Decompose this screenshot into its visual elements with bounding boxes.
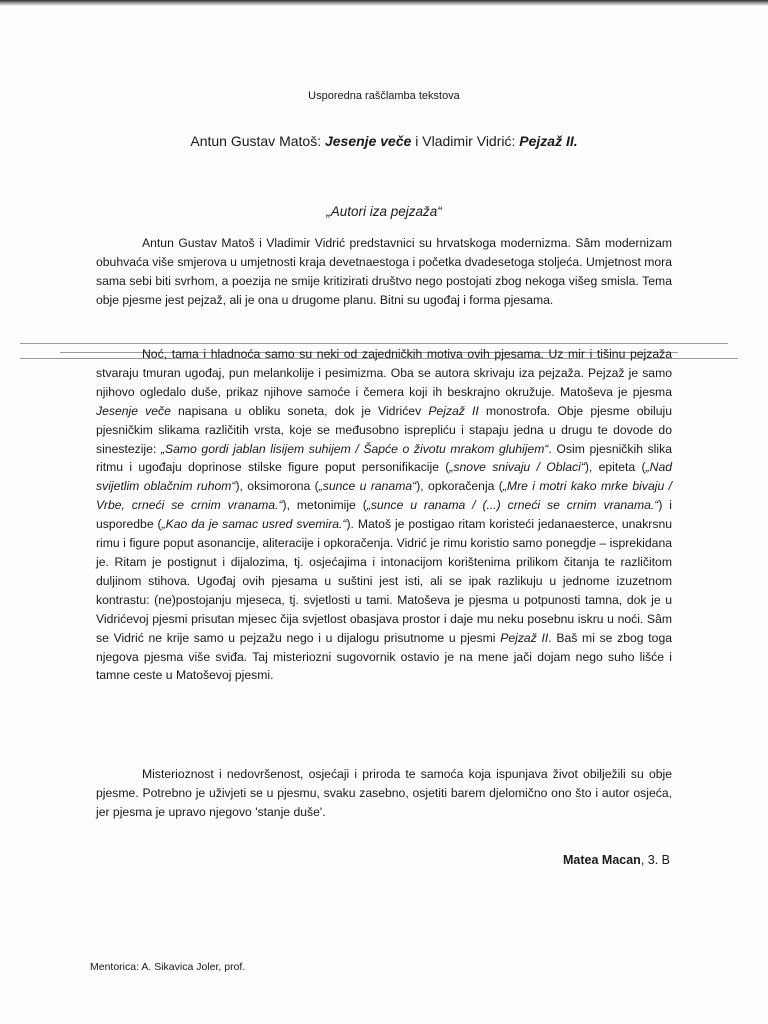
p2-text: ), epiteta ( bbox=[584, 460, 646, 475]
document-header: Usporedna raščlamba tekstova bbox=[308, 90, 460, 102]
title-work1: Jesenje veče bbox=[324, 133, 412, 149]
document-title bbox=[0, 133, 768, 149]
p2-quote: „sunce u ranama“ bbox=[318, 479, 417, 494]
p2-text: . Osim pjesničkih slika ritmu i ugođaju doprinose stilske figure poput personifikacije ( bbox=[96, 441, 672, 475]
p2-text: ), opkoračenja ( bbox=[416, 479, 503, 494]
p2-text: ). Matoš je postigao ritam koristeći jedanaesterce, unakrsnu rimu i figure poput asonancije, aliteracije i opkoračenja. Vidrić je rimu koristio samo ponegdje – isprekidana je. Ritam je postignut i dijalozima, tj. osjećajima i intonacijom korištenima prilikom čitanja te različitom duljinom stihova. Ugođaj ovih pjesama u suštini jest isti, ali se ipak razlikuju u jednome izuzetnom kontrastu: (ne)postojanju mjeseca, tj. svjetlosti u tami. Matoševa je pjesma u potpunosti tamna, dok je u Vidrićevoj pjesmi prisutan mjesec čija svjetlost obasjava prostor i daje mu neku posebnu iskru u noći. Sâm se Vidrić ne krije samo u pejzažu nego i u dijalogu prisutnome u pjesmi bbox=[96, 517, 672, 645]
p2-text: monostrofa. Obje pjesme obiluju pjesničkim slikama različitih vrsta, koje se međusobno isprepliću i stapaju jedna u drugu te dovode do sinestezije: bbox=[96, 403, 672, 456]
paragraph-2-block bbox=[96, 345, 672, 685]
p2-text: ) i usporedbe ( bbox=[96, 498, 673, 532]
p2-text: ), oksimorona ( bbox=[235, 479, 319, 494]
author-signature bbox=[563, 853, 670, 867]
paragraph-3: Misterioznost i nedovršenost, osjećaji i priroda te samoća koja ispunjava život obilježili su obje pjesme. Potrebno je uživjeti se u pjesmu, svaku zasebno, osjetiti barem djelomično ono što i autor osjeća, jer pjesma je upravo njegovo 'stanje duše'. bbox=[96, 767, 672, 819]
p2-italic: Pejzaž II bbox=[500, 630, 549, 645]
signature-name: Matea Macan bbox=[563, 853, 641, 867]
title-work2: Pejzaž II. bbox=[519, 133, 578, 149]
p2-text: . Baš mi se zbog toga njegova pjesma više sviđa. Taj misteriozni sugovornik ostavio je na mene jači dojam nego suho lišće i tamne ceste u Matoševoj pjesmi. bbox=[96, 630, 672, 683]
title-author1: Antun Gustav Matoš: bbox=[190, 133, 325, 149]
p2-text: ), metonimije ( bbox=[282, 498, 367, 513]
paragraph-2 bbox=[96, 345, 672, 685]
p2-quote: „sunce u ranama / (...) crneći se crnim vranama.“ bbox=[366, 498, 659, 513]
p2-italic: Jesenje veče bbox=[96, 403, 171, 418]
p2-quote: „Samo gordi jablan lisijem suhijem / Šapće o životu mrakom gluhijem“ bbox=[160, 441, 549, 456]
signature-class: , 3. B bbox=[640, 853, 670, 867]
paragraph-3-block bbox=[96, 765, 672, 822]
paragraph-1: Antun Gustav Matoš i Vladimir Vidrić predstavnici su hrvatskoga modernizma. Sâm modernizam obuhvaća više smjerova u umjetnosti kraja devetnaestoga i početka dvadesetoga stoljeća. Umjetnost mora sama sebi biti svrhom, a poezija ne smije kritizirati društvo nego postojati zbog nekoga višeg smisla. Tema obje pjesme jest pejzaž, ali je ona u drugome planu. Bitni su ugođaj i forma pjesama. bbox=[96, 236, 672, 307]
paragraph-1-block bbox=[96, 234, 672, 310]
p2-quote: „Nad svijetlim oblačnim ruhom“ bbox=[96, 460, 672, 494]
p2-quote: „Mre i motri kako mrke bivaju / Vrbe, crneći se crnim vranama.“ bbox=[96, 479, 673, 513]
scan-artifact-line bbox=[20, 343, 728, 344]
p2-text: napisana u obliku soneta, dok je Vidrićev bbox=[170, 403, 429, 418]
p2-quote: „snove snivaju / Oblaci“ bbox=[449, 460, 585, 475]
title-connector: i Vladimir Vidrić: bbox=[411, 133, 520, 149]
document-subtitle: „Autori iza pejzaža“ bbox=[326, 204, 442, 219]
p2-italic: Pejzaž II bbox=[428, 403, 479, 418]
p2-quote: „Kao da je samac usred svemira.“ bbox=[161, 517, 347, 532]
mentor-line: Mentorica: A. Sikavica Joler, prof. bbox=[90, 961, 246, 973]
p2-text: Noć, tama i hladnoća samo su neki od zajedničkih motiva ovih pjesama. Uz mir i tišinu pejzaža stvaraju tmuran ugođaj, pun melankolije i pesimizma. Oba se autora skrivaju iza pejzaža. Pejzaž je samo njihovo ogledalo duše, prikaz njihove samoće i čemera koji ih beskrajno okružuje. Matoševa je pjesma bbox=[96, 347, 672, 399]
scan-top-edge bbox=[0, 0, 768, 6]
